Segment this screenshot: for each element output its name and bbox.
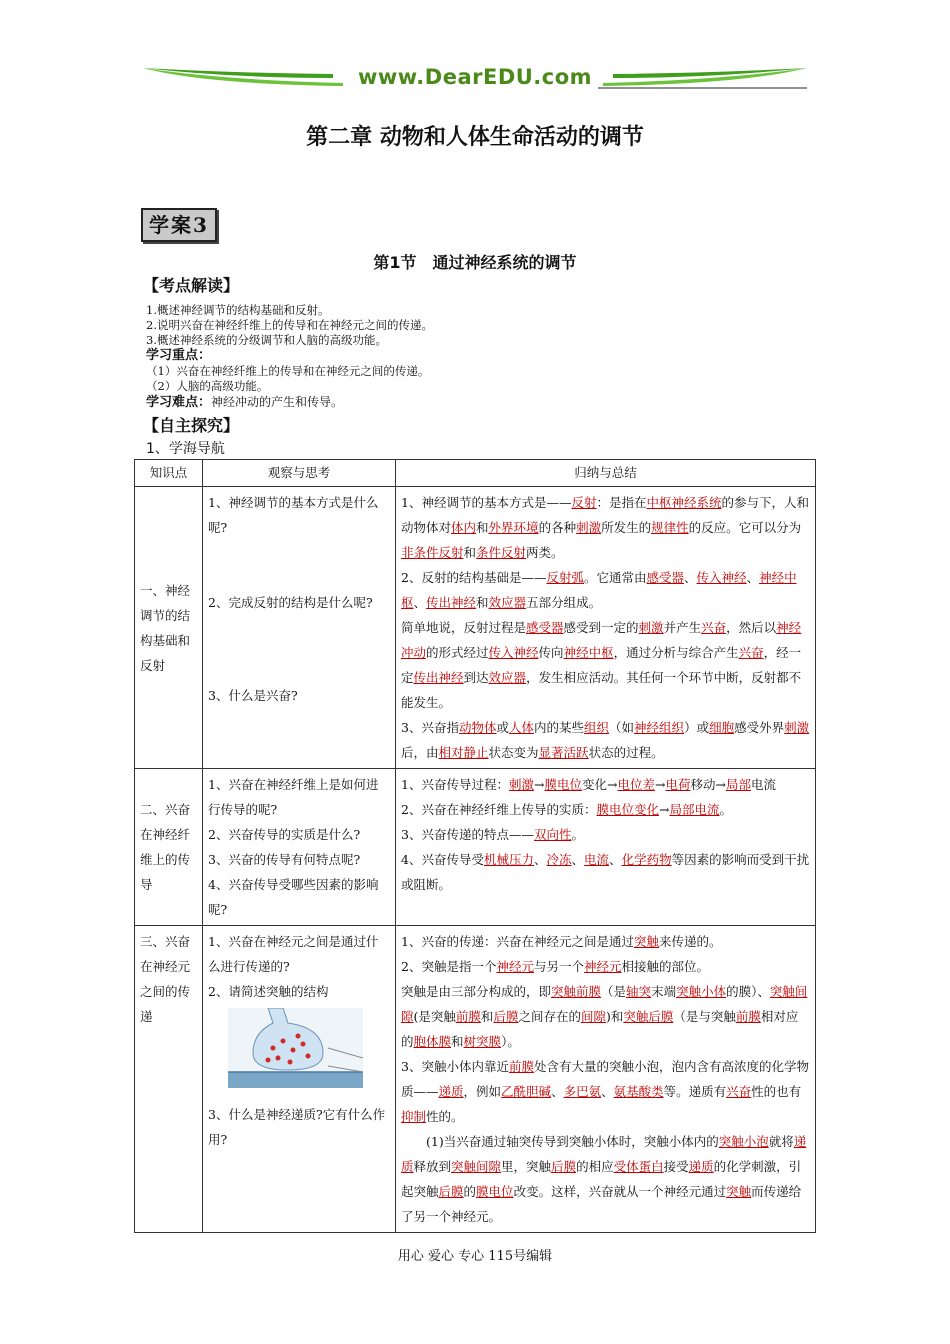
question-cell: [203, 487, 396, 769]
summary-para: 2、反射的结构基础是——反射弧。它通常由感受器、传入神经、神经中枢、传出神经和效应器五部分组成。: [401, 570, 797, 610]
table-header: 归纳与总结: [396, 460, 816, 487]
kaodian-heading: 【考点解读】: [143, 276, 240, 295]
table-row: [135, 926, 816, 1233]
question: 1、神经调节的基本方式是什么呢?: [208, 495, 379, 535]
summary-para: 1、兴奋的传递：兴奋在神经元之间是通过突触来传递的。: [401, 934, 722, 949]
summary-para: 1、神经调节的基本方式是——反射：是指在中枢神经系统的参与下，人和动物体对体内和外界环境的各种刺激所发生的规律性的反应。它可以分为非条件反射和条件反射两类。: [401, 495, 810, 560]
site-url[interactable]: www.DearEDU.com: [357, 65, 593, 89]
table-header: 观察与思考: [203, 460, 396, 487]
question: 3、兴奋的传导有何特点呢?: [208, 852, 361, 867]
table-header-row: [135, 460, 816, 487]
question-cell: [203, 769, 396, 926]
table-row: [135, 487, 816, 769]
zhongdian-item: （1）兴奋在神经纤维上的传导和在神经元之间的传递。: [146, 364, 430, 378]
summary-para: 3、兴奋传递的特点——双向性。: [401, 827, 584, 842]
summary-para: 2、兴奋在神经纤维上传导的实质：膜电位变化→局部电流。: [401, 802, 732, 817]
zhongdian-label: 学习重点：: [146, 348, 212, 363]
summary-para: 突触是由三部分构成的，即突触前膜（是轴突末端突触小体的膜）、突触间隙(是突触前膜和后膜之间存在的间隙)和突触后膜（是与突触前膜相对应的胞体膜和树突膜）。: [401, 984, 808, 1049]
summary-para: 4、兴奋传导受机械压力、冷冻、电流、化学药物等因素的影响而受到干扰或阻断。: [401, 852, 810, 892]
kaodian-item: 2.说明兴奋在神经纤维上的传导和在神经元之间的传递。: [146, 318, 433, 332]
question: 1、兴奋在神经纤维上是如何进行传导的呢?: [208, 777, 379, 817]
kaodian-item: 3.概述神经系统的分级调节和人脑的高级功能。: [146, 333, 387, 347]
page-footer: 用心 爱心 专心 115号编辑: [397, 1249, 553, 1264]
chapter-title: 第二章 动物和人体生命活动的调节: [306, 125, 644, 150]
question: 2、完成反射的结构是什么呢?: [208, 595, 373, 610]
question-cell: [203, 926, 396, 1233]
summary-para: 2、突触是指一个神经元与另一个神经元相接触的部位。: [401, 959, 710, 974]
summary-para: 简单地说，反射过程是感受器感受到一定的刺激并产生兴奋，然后以神经冲动的形式经过传入神经传向神经中枢，通过分析与综合产生兴奋，经一定传出神经到达效应器，发生相应活动。其任何一个环节中断，反射都不能发生。: [401, 620, 802, 710]
question: 2、请简述突触的结构: [208, 984, 329, 999]
lesson-badge: 学案3: [141, 208, 217, 242]
topic-cell: 三、兴奋在神经元之间的传递: [135, 926, 203, 1233]
question: 1、兴奋在神经元之间是通过什么进行传递的?: [208, 934, 379, 974]
table-header: 知识点: [135, 460, 203, 487]
knowledge-table: [134, 459, 816, 1233]
topic-cell: 二、兴奋在神经纤维上的传导: [135, 769, 203, 926]
synapse-diagram: [228, 1008, 390, 1096]
table-row: [135, 769, 816, 926]
zhongdian-item: （2）人脑的高级功能。: [146, 379, 269, 393]
question: 4、兴奋传导受哪些因素的影响呢?: [208, 877, 379, 917]
question: 2、兴奋传导的实质是什么?: [208, 827, 361, 842]
summary-cell: [396, 487, 816, 769]
topic-cell: 一、神经调节的结构基础和反射: [135, 487, 203, 769]
question: 3、什么是神经递质?它有什么作用?: [208, 1107, 386, 1147]
summary-para: 3、突触小体内靠近前膜处含有大量的突触小泡，泡内含有高浓度的化学物质——递质，例如乙酰胆碱、多巴氨、氨基酸类等。递质有兴奋性的也有抑制性的。: [401, 1059, 809, 1124]
summary-cell: [396, 769, 816, 926]
synapse-diagram-icon: [228, 1008, 363, 1088]
zizhu-heading: 【自主探究】: [143, 416, 240, 435]
kaodian-item: 1.概述神经调节的结构基础和反射。: [146, 303, 330, 317]
site-header-banner: [143, 64, 807, 94]
question: 3、什么是兴奋?: [208, 688, 298, 703]
summary-para: 3、兴奋指动物体或人体内的某些组织（如神经组织）或细胞感受外界刺激后，由相对静止状态变为显著活跃状态的过程。: [401, 720, 810, 760]
summary-para: (1)当兴奋通过轴突传导到突触小体时，突触小体内的突触小泡就将递质释放到突触间隙里，突触后膜的相应受体蛋白接受递质的化学刺激，引起突触后膜的膜电位改变。这样，兴奋就从一个神经元通过突触而传递给了另一个神经元。: [401, 1134, 807, 1224]
summary-para: 1、兴奋传导过程：刺激→膜电位变化→电位差→电荷移动→局部电流: [401, 777, 776, 792]
nav-title: 1、学海导航: [146, 441, 225, 457]
section-title: 第1节 通过神经系统的调节: [373, 253, 577, 272]
nandian-line: 学习难点：神经冲动的产生和传导。: [146, 395, 344, 410]
summary-cell: [396, 926, 816, 1233]
